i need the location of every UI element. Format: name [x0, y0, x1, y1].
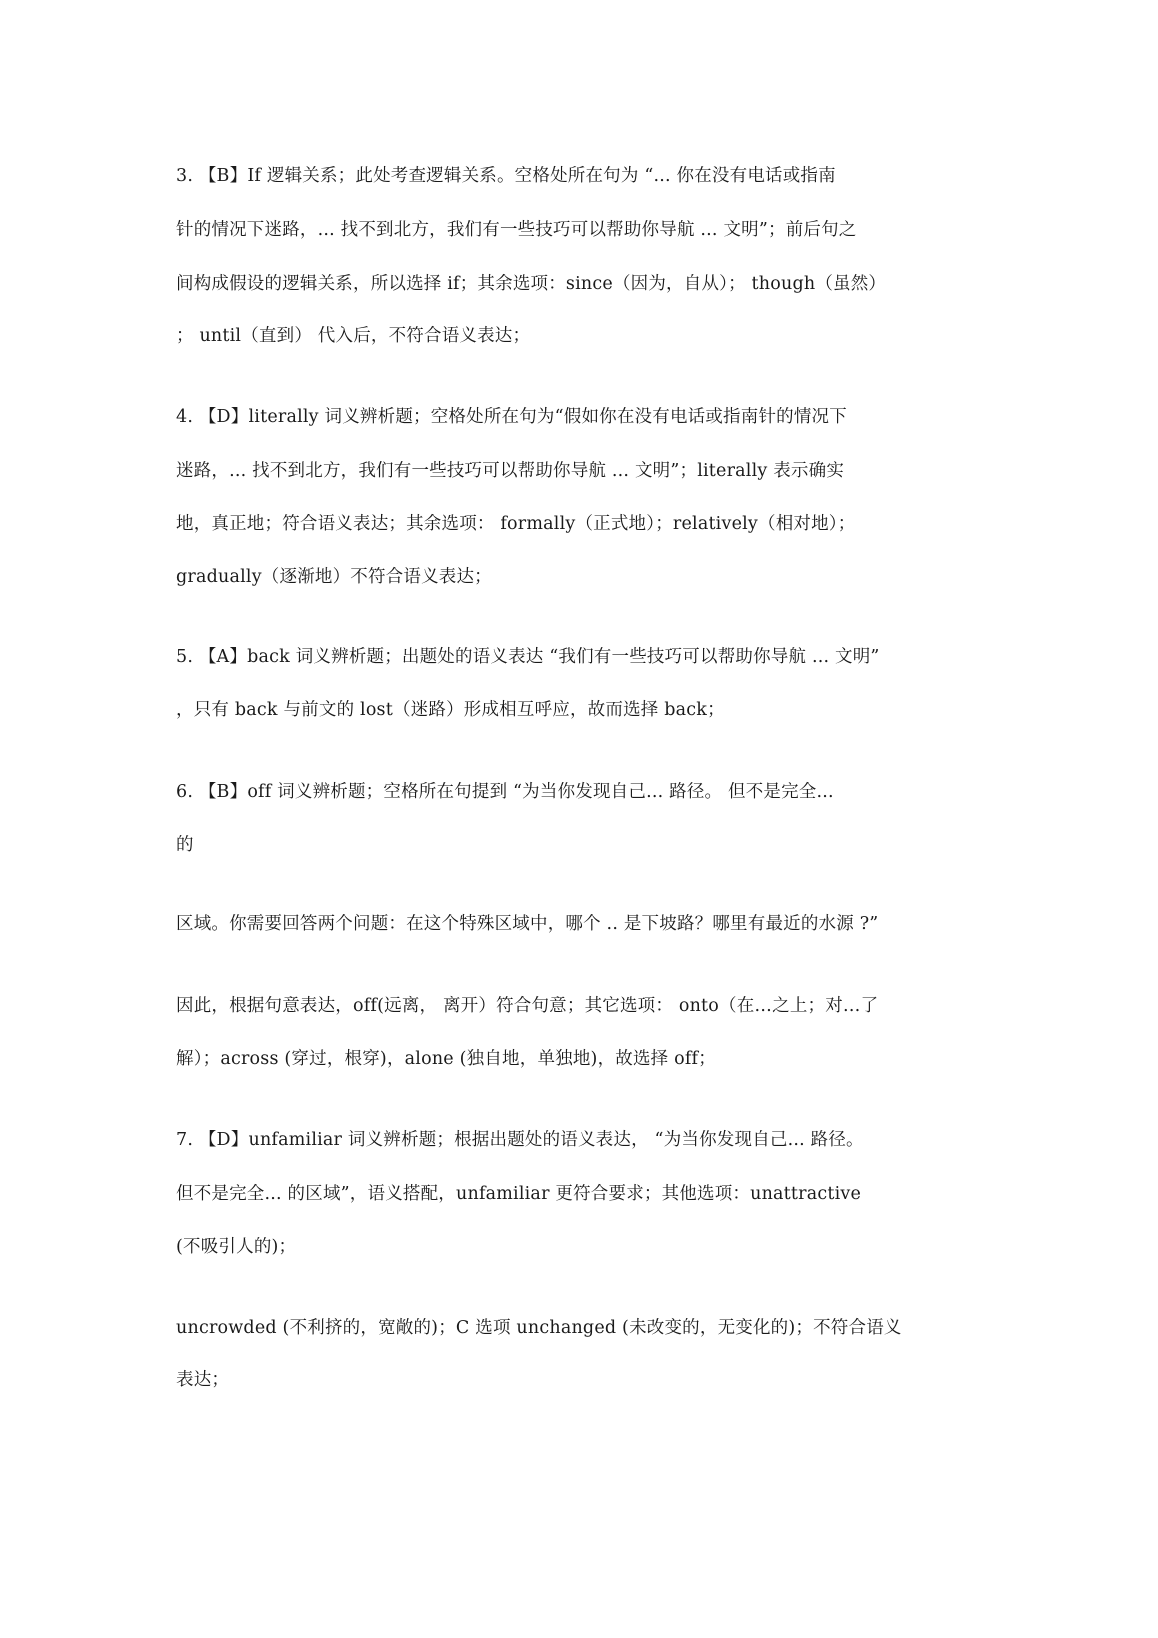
q6-line-3: 区域。你需要回答两个问题：在这个特殊区域中，哪个 .. 是下坡路？哪里有最近的水源 ?”: [176, 914, 879, 934]
q4-line-2: 迷路，... 找不到北方，我们有一些技巧可以帮助你导航 ... 文明”；literally 表示确实: [176, 461, 845, 481]
q5-line-2: ，只有 back 与前文的 lost（迷路）形成相互呼应，故而选择 back；: [176, 700, 725, 720]
q7-line-1: 7. 【D】unfamiliar 词义辨析题；根据出题处的语义表达， “为当你发现自己... 路径。: [176, 1130, 864, 1150]
q3-line-4: ； until（直到） 代入后，不符合语义表达；: [176, 326, 531, 346]
q4-line-1: 4. 【D】literally 词义辨析题；空格处所在句为“假如你在没有电话或指南针的情况下: [176, 407, 847, 427]
q3-line-3: 间构成假设的逻辑关系，所以选择 if；其余选项：since（因为，自从）； though（虽然）: [176, 274, 887, 294]
q6-line-2: 的: [176, 835, 194, 855]
q6-line-1: 6. 【B】off 词义辨析题；空格所在句提到 “为当你发现自己... 路径。 但不是完全...: [176, 782, 834, 802]
q5-line-1: 5. 【A】back 词义辨析题；出题处的语义表达 “我们有一些技巧可以帮助你导航 ... 文明”: [176, 647, 880, 667]
q7-line-3: (不吸引人的)；: [176, 1237, 297, 1257]
q4-line-3: 地，真正地；符合语义表达；其余选项： formally（正式地）；relatively（相对地）；: [176, 514, 856, 534]
q7-line-4: uncrowded (不利挤的，宽敞的)；C 选项 unchanged (未改变的，无变化的)；不符合语义: [176, 1318, 902, 1338]
q6-line-4: 因此，根据句意表达，off(远离， 离开）符合句意；其它选项： onto（在…之上；对…了: [176, 996, 879, 1016]
q3-line-1: 3. 【B】If 逻辑关系；此处考查逻辑关系。空格处所在句为 “... 你在没有电话或指南: [176, 166, 836, 186]
q4-line-4: gradually（逐渐地）不符合语义表达；: [176, 567, 492, 587]
q6-line-5: 解）；across (穿过，根穿)，alone (独自地，单独地)，故选择 off；: [176, 1049, 716, 1069]
q7-line-2: 但不是完全... 的区域”，语义搭配，unfamiliar 更符合要求；其他选项：unattractive: [176, 1184, 862, 1204]
q7-line-5: 表达；: [176, 1370, 230, 1390]
q3-line-2: 针的情况下迷路，... 找不到北方，我们有一些技巧可以帮助你导航 ... 文明”；前后句之: [176, 220, 857, 240]
